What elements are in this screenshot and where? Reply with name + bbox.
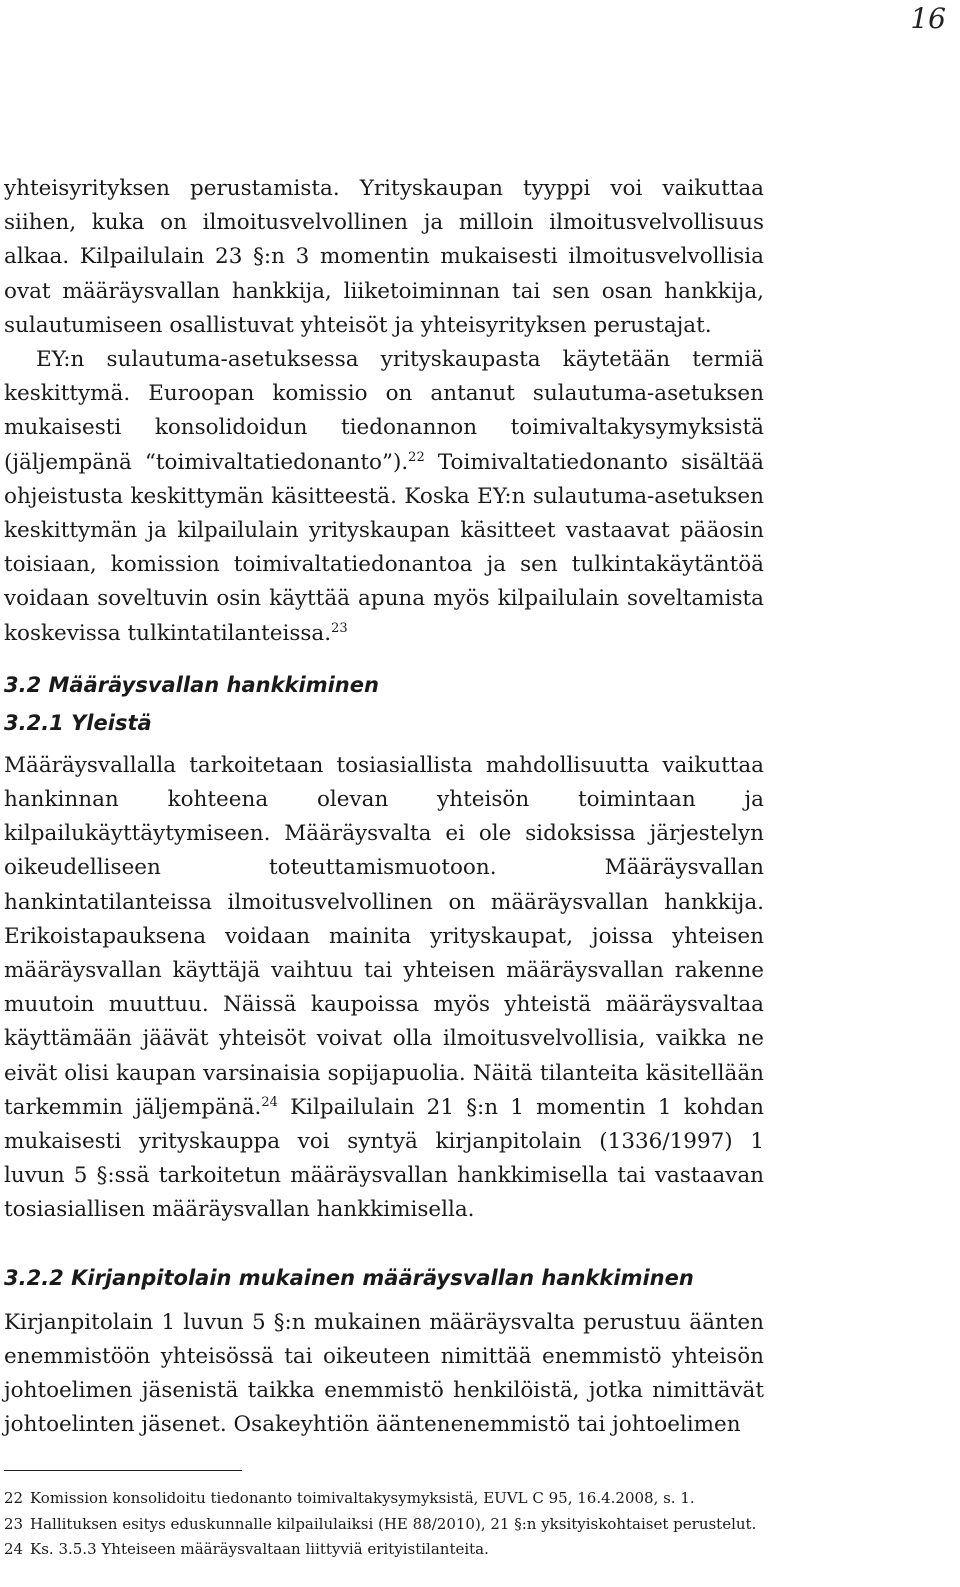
subsection-heading: 3.2.2 Kirjanpitolain mukainen määräysvallan hankkiminen <box>4 1265 694 1290</box>
footnote-divider <box>4 1470 242 1471</box>
paragraph-keskittyma <box>4 343 764 651</box>
footnote-ref[interactable]: 22 <box>408 449 425 465</box>
footnotes <box>4 1486 764 1563</box>
paragraph-text: Määräysvallalla tarkoitetaan tosiasiallista mahdollisuutta vaikuttaa hankinnan kohteena olevan yhteisön toimintaan ja kilpailukäyttäytymiseen. Määräysvalta ei ole sidoksissa järjestelyn oikeudelliseen toteuttamismuotoon. Määräysvallan hankintatilanteissa ilmoitusvelvollinen on määräysvallan hankkija. Erikoistapauksena voidaan mainita yrityskaupat, joissa yhteisen määräysvallan käyttäjä vaihtuu tai yhteisen määräysvallan rakenne muutoin muuttuu. Näissä kaupoissa myös yhteistä määräysvaltaa käyttämään jäävät yhteisöt voivat olla ilmoitusvelvollisia, vaikka ne eivät olisi kaupan varsinaisia sopijapuolia. Näitä tilanteita käsitellään tarkemmin jäljempänä. <box>4 752 764 1120</box>
paragraph-intro: yhteisyrityksen perustamista. Yrityskaupan tyyppi voi vaikuttaa siihen, kuka on ilmoitusvelvollinen ja milloin ilmoitusvelvollisuus alkaa. Kilpailulain 23 §:n 3 momentin mukaisesti ilmoitusvelvollisia ovat määräysvallan hankkija, liiketoiminnan tai sen osan hankkija, sulautumiseen osallistuvat yhteisöt ja yhteisyrityksen perustajat. <box>4 176 764 338</box>
paragraph-text: Kilpailulain 21 §:n 1 momentin 1 kohdan mukaisesti yrityskauppa voi syntyä kirjanpitolain (1336/1997) 1 luvun 5 §:ssä tarkoitetun määräysvallan hankkimisella tai vastaavan tosiasiallisen määräysvallan hankkimisella. <box>4 1094 764 1223</box>
subsection-heading: 3.2.1 Yleistä <box>4 710 152 735</box>
paragraph-text: EY:n sulautuma-asetuksessa yrityskaupasta käytetään termiä keskittymä. Euroopan komissio on antanut sulautuma-asetuksen mukaisesti konsolidoidun tiedonannon toimivaltakysymyksistä (jäljempänä “toimivaltatiedonanto”). <box>4 347 764 475</box>
footnote-text: Hallituksen esitys eduskunnalle kilpailulaiksi (HE 88/2010), 21 §:n yksityiskohtaiset perustelut. <box>30 1514 757 1533</box>
footnote-number: 22 <box>4 1489 24 1507</box>
footnote-number: 24 <box>4 1540 24 1558</box>
paragraph-text: Toimivaltatiedonanto sisältää ohjeistusta keskittymän käsitteestä. Koska EY:n sulautuma-asetuksen keskittymän ja kilpailulain yrityskaupan käsitteet vastaavat pääosin toisiaan, komission toimivaltatiedonantoa ja sen tulkintakäytäntöä voidaan soveltuvin osin käyttää apuna myös kilpailulain soveltamista koskevissa tulkintatilanteissa. <box>4 449 764 646</box>
footnote-ref[interactable]: 24 <box>261 1094 278 1110</box>
footnote-text: Ks. 3.5.3 Yhteiseen määräysvaltaan liittyviä erityistilanteita. <box>30 1540 489 1558</box>
body-text <box>4 172 764 1443</box>
footnote <box>4 1537 764 1563</box>
footnote <box>4 1486 764 1512</box>
paragraph-kirjanpitolaki: Kirjanpitolain 1 luvun 5 §:n mukainen määräysvalta perustuu äänten enemmistöön yhteisössä tai oikeuteen nimittää enemmistö yhteisön johtoelimen jäsenistä taikka enemmistö henkilöistä, jotka nimittävät johtoelinten jäsenet. Osakeyhtiön ääntenenemmistö tai johtoelimen <box>4 1309 764 1438</box>
footnote-ref[interactable]: 23 <box>331 620 348 636</box>
footnote <box>4 1512 764 1538</box>
footnote-number: 23 <box>4 1514 24 1533</box>
section-heading: 3.2 Määräysvallan hankkiminen <box>4 672 379 697</box>
footnote-text: Komission konsolidoitu tiedonanto toimivaltakysymyksistä, EUVL C 95, 16.4.2008, s. 1. <box>30 1489 695 1507</box>
page-number: 16 <box>910 2 946 35</box>
paragraph-maaraysvalta <box>4 749 764 1228</box>
